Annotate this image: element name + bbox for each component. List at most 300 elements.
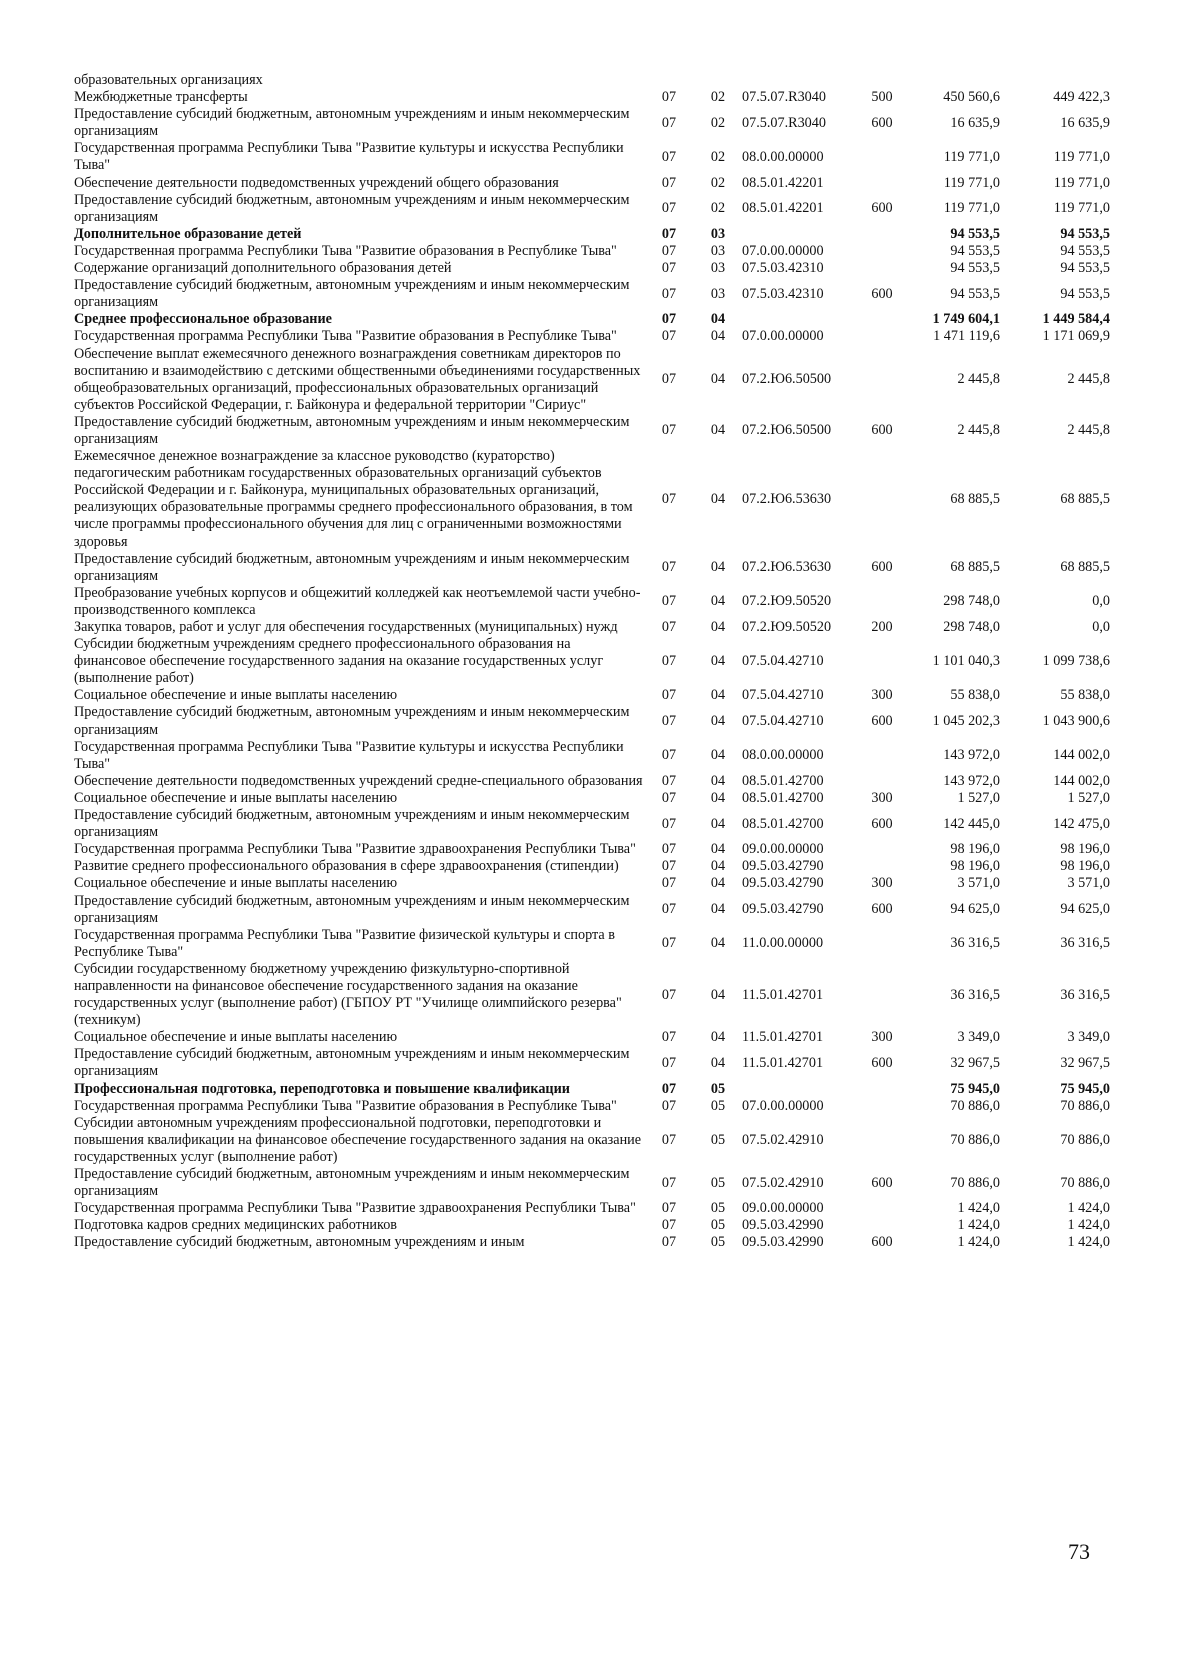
table-row	[74, 260, 1110, 277]
row-name-cell: Субсидии бюджетным учреждениям среднего профессионального образования на финансовое обеспечение государственного задания на оказание государственных услуг (выполнение работ)	[74, 636, 604, 687]
section-code-cell: 07	[661, 148, 677, 165]
row-name-cell: Обеспечение выплат ежемесячного денежного вознаграждения советникам директоров по воспитанию и взаимодействию с детскими общественными объединениями государственных общеобразовательных организаций, профессиональных образовательных организаций субъектов Российской Федерации, г. Байконура и федеральной территории "Сириус"	[74, 345, 641, 413]
amount-year2-cell: 70 886,0	[1060, 1174, 1110, 1191]
target-article-cell: 08.5.01.42700	[742, 772, 824, 789]
amount-year2-cell: 142 475,0	[1053, 815, 1110, 832]
amount-year2-cell: 94 625,0	[1060, 901, 1110, 918]
amount-year2-cell: 68 885,5	[1060, 490, 1110, 507]
amount-year1-cell: 55 838,0	[950, 687, 1000, 704]
section-code-cell: 07	[661, 225, 677, 242]
amount-year1-cell: 1 045 202,3	[932, 713, 1000, 730]
section-code-cell: 07	[661, 815, 677, 832]
table-row	[74, 893, 1110, 927]
amount-year1-cell: 32 967,5	[950, 1054, 1000, 1071]
amount-year2-cell: 119 771,0	[1053, 200, 1110, 217]
subsection-code-cell: 02	[710, 174, 726, 191]
subsection-code-cell: 04	[710, 1054, 726, 1071]
amount-year1-cell: 70 886,0	[950, 1097, 1000, 1114]
row-name-cell: Государственная программа Республики Тыва "Развитие физической культуры и спорта в Республике Тыва"	[74, 926, 615, 960]
row-name-cell: Государственная программа Республики Тыва "Развитие образования в Республике Тыва"	[74, 328, 617, 345]
section-code-cell: 07	[661, 114, 677, 131]
amount-year2-cell: 32 967,5	[1060, 1054, 1110, 1071]
section-code-cell	[644, 72, 694, 89]
amount-year2-cell: 1 171 069,9	[1042, 328, 1110, 345]
row-name-cell: Предоставление субсидий бюджетным, автономным учреждениям и иным некоммерческим организациям	[74, 550, 630, 584]
table-row	[74, 636, 1110, 687]
budget-table-body	[74, 72, 1110, 1251]
table-row	[74, 875, 1110, 892]
expense-type-cell	[862, 72, 902, 89]
expense-type-cell: 300	[871, 687, 893, 704]
row-name-cell: Предоставление субсидий бюджетным, автономным учреждениям и иным некоммерческим организациям	[74, 704, 630, 738]
subsection-code-cell: 04	[710, 858, 726, 875]
section-code-cell: 07	[661, 713, 677, 730]
target-article-cell: 07.2.Ю9.50520	[742, 593, 832, 610]
page-number: 73	[1068, 1539, 1090, 1564]
amount-year2-cell: 1 043 900,6	[1042, 713, 1110, 730]
target-article-cell: 09.5.03.42790	[742, 901, 824, 918]
section-code-cell: 07	[661, 285, 677, 302]
section-code-cell: 07	[661, 422, 677, 439]
table-row	[74, 927, 1110, 961]
row-name-cell: Социальное обеспечение и иные выплаты населению	[74, 789, 398, 806]
section-code-cell: 07	[661, 1200, 677, 1217]
target-article-cell	[742, 72, 862, 89]
target-article-cell: 09.5.03.42790	[742, 858, 824, 875]
amount-year1-cell: 70 886,0	[950, 1174, 1000, 1191]
section-code-cell: 07	[661, 1080, 677, 1097]
section-code-cell: 07	[661, 772, 677, 789]
section-code-cell: 07	[661, 174, 677, 191]
amount-year2-cell: 3 349,0	[1067, 1029, 1110, 1046]
section-code-cell: 07	[661, 242, 677, 259]
amount-year1-cell: 68 885,5	[950, 490, 1000, 507]
table-row	[74, 619, 1110, 636]
row-name-cell: Предоставление субсидий бюджетным, автономным учреждениям и иным некоммерческим организациям	[74, 807, 630, 841]
row-name-cell: Ежемесячное денежное вознаграждение за классное руководство (кураторство) педагогическим работникам государственных образовательных организаций субъектов Российской Федерации и г. Байконура, муниципальных образовательных организаций, реализующих образовательные программы среднего профессионального образования, в том числе программы профессионального обучения для лиц с ограниченными возможностями здоровья	[74, 448, 633, 550]
subsection-code-cell: 04	[710, 311, 726, 328]
expense-type-cell: 600	[871, 422, 893, 439]
target-article-cell: 09.0.00.00000	[742, 841, 824, 858]
subsection-code-cell	[694, 72, 742, 89]
table-row	[74, 1046, 1110, 1080]
expense-type-cell	[862, 1200, 902, 1217]
amount-year1-cell: 1 527,0	[957, 789, 1000, 806]
expense-type-cell: 200	[871, 619, 893, 635]
amount-year1-cell: 119 771,0	[943, 148, 1000, 165]
amount-year2-cell: 36 316,5	[1060, 935, 1110, 952]
target-article-cell: 07.2.Ю9.50520	[742, 619, 832, 635]
expense-type-cell: 600	[871, 1054, 893, 1071]
subsection-code-cell: 05	[710, 1217, 726, 1234]
subsection-code-cell: 05	[710, 1080, 726, 1097]
target-article-cell: 09.5.03.42790	[742, 875, 824, 892]
target-article-cell: 07.0.00.00000	[742, 1097, 824, 1114]
amount-year1-cell: 143 972,0	[943, 747, 1000, 764]
row-name-cell: Развитие среднего профессионального образования в сфере здравоохранения (стипендии)	[74, 858, 619, 875]
target-article-cell: 09.5.03.42990	[742, 1234, 824, 1251]
subsection-code-cell: 05	[710, 1200, 726, 1217]
expense-type-cell: 300	[871, 1029, 893, 1046]
row-name-cell: Межбюджетные трансферты	[74, 89, 248, 106]
amount-year1-cell: 1 424,0	[957, 1234, 1000, 1251]
amount-year1-cell: 1 424,0	[957, 1217, 1000, 1234]
amount-year1-cell: 94 553,5	[950, 260, 1000, 277]
target-article-cell	[742, 1081, 862, 1098]
expense-type-cell	[862, 226, 902, 243]
row-name-cell: Предоставление субсидий бюджетным, автономным учреждениям и иным некоммерческим организациям	[74, 1166, 630, 1200]
subsection-code-cell: 03	[710, 285, 726, 302]
amount-year2-cell: 1 527,0	[1067, 789, 1110, 806]
row-name-cell: Предоставление субсидий бюджетным, автономным учреждениям и иным некоммерческим организациям	[74, 106, 630, 140]
section-code-cell: 07	[661, 311, 677, 328]
subsection-code-cell: 04	[710, 789, 726, 806]
subsection-code-cell: 04	[710, 986, 726, 1003]
amount-year1-cell: 119 771,0	[943, 174, 1000, 191]
table-row	[74, 1166, 1110, 1200]
expense-type-cell	[862, 260, 902, 277]
section-code-cell: 07	[661, 1097, 677, 1114]
amount-year2-cell: 75 945,0	[1060, 1080, 1110, 1097]
amount-year1-cell: 143 972,0	[943, 772, 1000, 789]
subsection-code-cell: 02	[710, 89, 726, 106]
amount-year1-cell: 94 553,5	[950, 225, 1000, 242]
expense-type-cell	[862, 1115, 902, 1166]
expense-type-cell: 600	[871, 815, 893, 832]
table-row	[74, 346, 1110, 414]
row-name-cell: Субсидии автономным учреждениям профессиональной подготовки, переподготовки и повышения квалификации на финансовое обеспечение государственного задания на оказание государственных услуг (выполнение работ)	[74, 1114, 642, 1165]
amount-year1-cell: 36 316,5	[950, 935, 1000, 952]
table-row	[74, 1217, 1110, 1234]
expense-type-cell	[862, 1081, 902, 1098]
expense-type-cell: 600	[871, 713, 893, 730]
section-code-cell: 07	[661, 986, 677, 1003]
amount-year2-cell: 94 553,5	[1060, 260, 1110, 277]
target-article-cell: 07.2.Ю6.50500	[742, 371, 832, 388]
target-article-cell: 07.2.Ю6.50500	[742, 422, 832, 439]
row-name-cell: Профессиональная подготовка, переподготовка и повышение квалификации	[74, 1080, 570, 1097]
row-name-cell: Государственная программа Республики Тыва "Развитие культуры и искусства Республики Тыва"	[74, 738, 624, 772]
row-name-cell: Социальное обеспечение и иные выплаты населению	[74, 687, 398, 704]
table-row	[74, 961, 1110, 1029]
row-name-cell: Государственная программа Республики Тыва "Развитие образования в Республике Тыва"	[74, 1097, 617, 1114]
target-article-cell: 09.0.00.00000	[742, 1200, 824, 1217]
row-name-cell: Обеспечение деятельности подведомственных учреждений средне-специального образования	[74, 772, 643, 789]
section-code-cell: 07	[661, 559, 677, 576]
table-row	[74, 807, 1110, 841]
expense-type-cell	[862, 346, 902, 414]
table-row	[74, 448, 1110, 551]
row-name-cell: Содержание организаций дополнительного образования детей	[74, 260, 452, 277]
section-code-cell: 07	[661, 490, 677, 507]
table-row	[74, 192, 1110, 226]
expense-type-cell: 600	[871, 1234, 893, 1251]
amount-year2-cell: 1 424,0	[1067, 1234, 1110, 1251]
amount-year1-cell: 70 886,0	[950, 1131, 1000, 1148]
expense-type-cell	[862, 858, 902, 875]
amount-year1-cell: 94 625,0	[950, 901, 1000, 918]
target-article-cell: 08.5.01.42700	[742, 789, 824, 806]
subsection-code-cell: 04	[710, 1029, 726, 1046]
row-name-cell: Обеспечение деятельности подведомственных учреждений общего образования	[74, 174, 559, 191]
section-code-cell: 07	[661, 260, 677, 277]
table-row	[74, 858, 1110, 875]
amount-year1-cell: 2 445,8	[957, 422, 1000, 439]
subsection-code-cell: 04	[710, 559, 726, 576]
subsection-code-cell: 04	[710, 772, 726, 789]
amount-year1-cell: 75 945,0	[950, 1080, 1000, 1097]
amount-year1-cell: 298 748,0	[943, 593, 1000, 610]
amount-year2-cell: 94 553,5	[1060, 225, 1110, 242]
amount-year1-cell: 98 196,0	[950, 841, 1000, 858]
section-code-cell: 07	[661, 328, 677, 345]
expense-type-cell	[862, 311, 902, 328]
table-row	[74, 414, 1110, 448]
row-name-cell: Социальное обеспечение и иные выплаты населению	[74, 875, 398, 892]
target-article-cell: 11.5.01.42701	[742, 1029, 824, 1046]
amount-year1-cell: 119 771,0	[943, 200, 1000, 217]
row-name-cell: Предоставление субсидий бюджетным, автономным учреждениям и иным некоммерческим организациям	[74, 892, 630, 926]
row-name-cell: Предоставление субсидий бюджетным, автономным учреждениям и иным некоммерческим организациям	[74, 277, 630, 311]
amount-year2-cell: 1 424,0	[1067, 1200, 1110, 1217]
subsection-code-cell: 04	[710, 653, 726, 670]
amount-year1-cell: 450 560,6	[943, 89, 1000, 106]
table-row	[74, 226, 1110, 243]
subsection-code-cell: 03	[710, 260, 726, 277]
subsection-code-cell: 04	[710, 619, 726, 635]
section-code-cell: 07	[661, 89, 677, 106]
target-article-cell: 11.5.01.42701	[742, 1054, 824, 1071]
section-code-cell: 07	[661, 653, 677, 670]
subsection-code-cell: 05	[710, 1097, 726, 1114]
row-name-cell: Государственная программа Республики Тыва "Развитие здравоохранения Республики Тыва"	[74, 841, 636, 858]
table-row	[74, 790, 1110, 807]
amount-year2-cell: 0,0	[1092, 619, 1110, 635]
subsection-code-cell: 02	[710, 200, 726, 217]
amount-year2-cell: 1 449 584,4	[1042, 311, 1110, 328]
amount-year2-cell: 1 424,0	[1067, 1217, 1110, 1234]
amount-year1-cell: 68 885,5	[950, 559, 1000, 576]
table-row	[74, 72, 1110, 89]
target-article-cell: 11.5.01.42701	[742, 986, 824, 1003]
row-name-cell: Государственная программа Республики Тыва "Развитие культуры и искусства Республики Тыва"	[74, 140, 624, 174]
section-code-cell: 07	[661, 1234, 677, 1251]
section-code-cell: 07	[661, 858, 677, 875]
subsection-code-cell: 05	[710, 1174, 726, 1191]
section-code-cell: 07	[661, 789, 677, 806]
amount-year2-cell: 36 316,5	[1060, 986, 1110, 1003]
target-article-cell: 07.5.03.42310	[742, 260, 824, 277]
table-row	[74, 585, 1110, 619]
subsection-code-cell: 04	[710, 841, 726, 858]
amount-year1-cell: 142 445,0	[943, 815, 1000, 832]
amount-year2-cell: 119 771,0	[1053, 174, 1110, 191]
row-name-cell: Предоставление субсидий бюджетным, автономным учреждениям и иным некоммерческим организациям	[74, 191, 630, 225]
subsection-code-cell: 04	[710, 901, 726, 918]
target-article-cell: 07.5.07.R3040	[742, 89, 826, 106]
amount-year2-cell: 119 771,0	[1053, 148, 1110, 165]
amount-year1-cell: 94 553,5	[950, 242, 1000, 259]
target-article-cell: 07.5.04.42710	[742, 653, 824, 670]
amount-year1-cell: 1 471 119,6	[933, 328, 1000, 345]
amount-year1-cell: 1 101 040,3	[932, 653, 1000, 670]
section-code-cell: 07	[661, 593, 677, 610]
row-name-cell: Преобразование учебных корпусов и общежитий колледжей как неотъемлемой части учебно-производственного комплекса	[74, 584, 641, 618]
row-name-cell: Дополнительное образование детей	[74, 225, 302, 242]
amount-year2-cell: 3 571,0	[1067, 875, 1110, 892]
target-article-cell: 08.0.00.00000	[742, 148, 824, 165]
row-name-cell: Субсидии государственному бюджетному учреждению физкультурно-спортивной направленности на финансовое обеспечение государственного задания на оказание государственных услуг (выполнение работ) (ГБПОУ РТ "Училище олимпийского резерва" (техникум)	[74, 960, 622, 1029]
expense-type-cell: 600	[871, 1174, 893, 1191]
target-article-cell: 07.5.02.42910	[742, 1174, 824, 1191]
table-row	[74, 89, 1110, 106]
target-article-cell	[742, 226, 862, 243]
subsection-code-cell: 05	[710, 1131, 726, 1148]
expense-type-cell: 600	[871, 285, 893, 302]
subsection-code-cell: 04	[710, 371, 726, 388]
amount-year1-cell: 3 571,0	[957, 875, 1000, 892]
table-row	[74, 1081, 1110, 1098]
section-code-cell: 07	[661, 1174, 677, 1191]
subsection-code-cell: 04	[710, 713, 726, 730]
target-article-cell: 09.5.03.42990	[742, 1217, 824, 1234]
subsection-code-cell: 04	[710, 815, 726, 832]
amount-year2-cell: 2 445,8	[1067, 371, 1110, 388]
section-code-cell: 07	[661, 1029, 677, 1046]
subsection-code-cell: 04	[710, 875, 726, 892]
amount-year2-cell: 94 553,5	[1060, 285, 1110, 302]
table-row	[74, 175, 1110, 192]
expense-type-cell	[862, 140, 902, 174]
section-code-cell: 07	[661, 200, 677, 217]
amount-year2-cell: 98 196,0	[1060, 858, 1110, 875]
section-code-cell: 07	[661, 841, 677, 858]
section-code-cell: 07	[661, 371, 677, 388]
target-article-cell: 07.0.00.00000	[742, 328, 824, 345]
amount-year2-cell: 70 886,0	[1060, 1097, 1110, 1114]
expense-type-cell	[862, 841, 902, 858]
expense-type-cell	[862, 243, 902, 260]
row-name-cell: Предоставление субсидий бюджетным, автономным учреждениям и иным некоммерческим организациям	[74, 413, 630, 447]
row-name-cell: Закупка товаров, работ и услуг для обеспечения государственных (муниципальных) нужд	[74, 619, 618, 635]
row-name-cell: Государственная программа Республики Тыва "Развитие образования в Республике Тыва"	[74, 242, 617, 259]
table-row	[74, 1200, 1110, 1217]
amount-year2-cell: 2 445,8	[1067, 422, 1110, 439]
amount-year2-cell: 0,0	[1092, 593, 1110, 610]
amount-year2-cell: 16 635,9	[1060, 114, 1110, 131]
expense-type-cell	[862, 328, 902, 345]
amount-year2-cell: 144 002,0	[1053, 747, 1110, 764]
row-name-cell: Подготовка кадров средних медицинских работников	[74, 1217, 397, 1234]
amount-year2-cell: 1 099 738,6	[1042, 653, 1110, 670]
subsection-code-cell: 03	[710, 225, 726, 242]
amount-year2-cell: 144 002,0	[1053, 772, 1110, 789]
subsection-code-cell: 04	[710, 593, 726, 610]
target-article-cell: 08.5.01.42201	[742, 200, 824, 217]
subsection-code-cell: 04	[710, 328, 726, 345]
amount-year1-cell: 298 748,0	[943, 619, 1000, 635]
row-name-cell: образовательных организациях	[74, 72, 263, 88]
subsection-code-cell: 02	[710, 148, 726, 165]
amount-year2-cell: 449 422,3	[1053, 89, 1110, 106]
expense-type-cell: 600	[871, 200, 893, 217]
amount-year1-cell: 36 316,5	[950, 986, 1000, 1003]
amount-year1-cell: 1 424,0	[957, 1200, 1000, 1217]
table-row	[74, 311, 1110, 328]
amount-year2-cell: 94 553,5	[1060, 242, 1110, 259]
expense-type-cell: 300	[871, 875, 893, 892]
subsection-code-cell: 04	[710, 422, 726, 439]
expense-type-cell	[862, 175, 902, 192]
table-row	[74, 106, 1110, 140]
table-row	[74, 1115, 1110, 1166]
target-article-cell: 07.0.00.00000	[742, 242, 824, 259]
section-code-cell: 07	[661, 901, 677, 918]
expense-type-cell: 600	[871, 559, 893, 576]
row-name-cell: Среднее профессиональное образование	[74, 311, 332, 328]
section-code-cell: 07	[661, 875, 677, 892]
row-name-cell: Предоставление субсидий бюджетным, автономным учреждениям и иным некоммерческим организациям	[74, 1046, 630, 1080]
amount-year2-cell: 55 838,0	[1060, 687, 1110, 704]
row-name-cell: Социальное обеспечение и иные выплаты населению	[74, 1029, 398, 1046]
expense-type-cell	[862, 1098, 902, 1115]
amount-year1-cell: 98 196,0	[950, 858, 1000, 875]
table-row	[74, 551, 1110, 585]
subsection-code-cell: 04	[710, 935, 726, 952]
table-row	[74, 841, 1110, 858]
expense-type-cell: 500	[871, 89, 893, 106]
amount-year2-cell: 98 196,0	[1060, 841, 1110, 858]
section-code-cell: 07	[661, 1054, 677, 1071]
table-row	[74, 1098, 1110, 1115]
table-row	[74, 1029, 1110, 1046]
subsection-code-cell: 04	[710, 747, 726, 764]
subsection-code-cell: 04	[710, 687, 726, 704]
expense-type-cell	[862, 961, 902, 1029]
table-row	[74, 773, 1110, 790]
target-article-cell: 08.5.01.42201	[742, 174, 824, 191]
amount-year2-cell	[1000, 72, 1110, 89]
target-article-cell: 07.5.04.42710	[742, 713, 824, 730]
table-row	[74, 704, 1110, 738]
row-name-cell: Предоставление субсидий бюджетным, автономным учреждениям и иным	[74, 1234, 525, 1251]
target-article-cell: 07.5.04.42710	[742, 687, 824, 704]
target-article-cell: 07.5.02.42910	[742, 1131, 824, 1148]
table-row	[74, 739, 1110, 773]
expense-type-cell: 600	[871, 114, 893, 131]
table-row	[74, 687, 1110, 704]
target-article-cell: 07.2.Ю6.53630	[742, 559, 832, 576]
table-row	[74, 140, 1110, 174]
table-row	[74, 328, 1110, 345]
target-article-cell: 11.0.00.00000	[742, 935, 824, 952]
amount-year2-cell: 70 886,0	[1060, 1131, 1110, 1148]
section-code-cell: 07	[661, 1217, 677, 1234]
target-article-cell: 08.5.01.42700	[742, 815, 824, 832]
target-article-cell: 07.5.03.42310	[742, 285, 824, 302]
row-name-cell: Государственная программа Республики Тыва "Развитие здравоохранения Республики Тыва"	[74, 1200, 636, 1217]
amount-year1-cell	[902, 72, 1000, 89]
expense-type-cell: 600	[871, 901, 893, 918]
target-article-cell: 08.0.00.00000	[742, 747, 824, 764]
amount-year2-cell: 68 885,5	[1060, 559, 1110, 576]
amount-year1-cell: 16 635,9	[950, 114, 1000, 131]
amount-year1-cell: 94 553,5	[950, 285, 1000, 302]
section-code-cell: 07	[661, 687, 677, 704]
section-code-cell: 07	[661, 935, 677, 952]
expense-type-cell	[862, 585, 902, 619]
target-article-cell: 07.5.07.R3040	[742, 114, 826, 131]
